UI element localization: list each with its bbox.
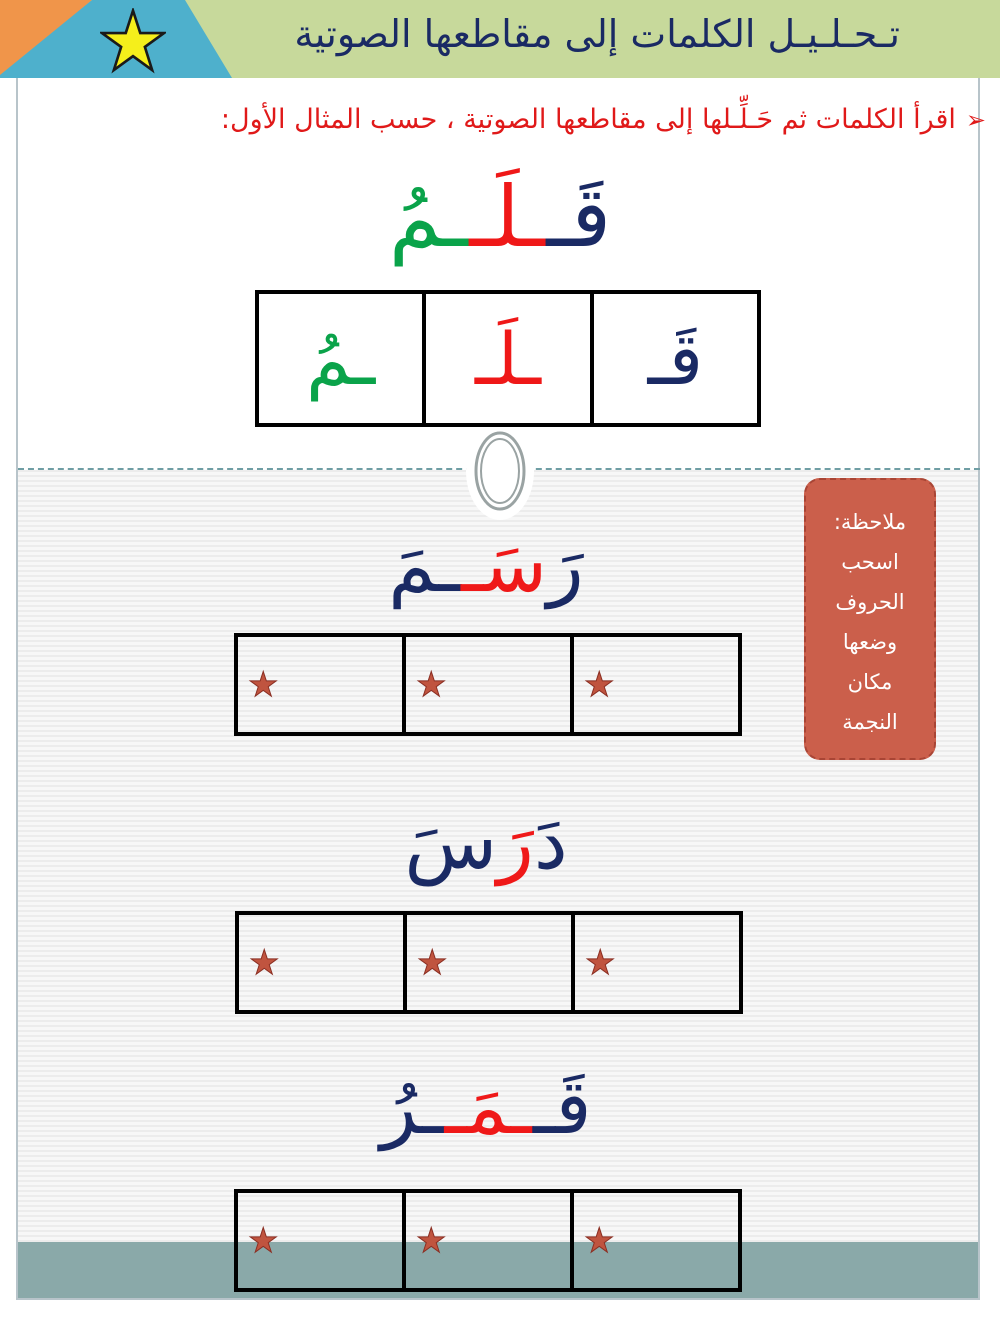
note-line: الحروف (835, 590, 905, 614)
example-syllable-cell (590, 294, 757, 423)
word-part: دَ (533, 797, 568, 886)
exercise-word-2 (236, 797, 736, 886)
drop-slot[interactable] (239, 915, 403, 1010)
syllable-grid-3 (234, 1189, 742, 1292)
word-part: سَـ (461, 520, 548, 609)
star-icon (100, 8, 166, 74)
note-box (804, 478, 936, 760)
arrow-bullet-icon: ➢ (965, 106, 986, 134)
example-syllable-1: قَـ (647, 316, 704, 401)
word-part: ـرُ (380, 1062, 445, 1151)
example-word-part-3: ـمُ (388, 168, 470, 266)
example-word-part-1: قَـ (546, 168, 612, 266)
word-part: ـمَ (388, 520, 462, 609)
word-part: رَ (547, 520, 584, 609)
example-word-part-2: ـلَـ (469, 168, 547, 266)
note-line: النجمة (842, 710, 898, 734)
drop-slot[interactable] (571, 915, 739, 1010)
page-title: تـحـلـيـل الكلمات إلى مقاطعها الصوتية (294, 12, 900, 56)
drop-slot[interactable] (570, 1193, 738, 1288)
star-placeholder-icon: ★ (248, 664, 279, 705)
note-line: مكان (847, 670, 893, 694)
note-line: وضعها (842, 630, 898, 654)
syllable-grid-2 (235, 911, 743, 1014)
instruction-text: اقرأ الكلمات ثم حَـلِّـلها إلى مقاطعها الصوتية ، حسب المثال الأول: (220, 104, 956, 135)
drop-slot[interactable] (402, 1193, 570, 1288)
example-syllable-3: ـمُ (306, 316, 376, 401)
star-placeholder-icon: ★ (585, 942, 616, 983)
ring-icon (472, 428, 528, 514)
instruction (221, 104, 986, 135)
word-part: ـمَـ (444, 1062, 534, 1151)
star-placeholder-icon: ★ (248, 1220, 279, 1261)
star-placeholder-icon: ★ (417, 942, 448, 983)
example-word (250, 168, 750, 266)
drop-slot[interactable] (570, 637, 738, 732)
drop-slot[interactable] (402, 637, 570, 732)
example-syllable-grid (255, 290, 761, 427)
exercise-word-1 (236, 520, 736, 609)
example-syllable-cell (422, 294, 589, 423)
word-part: رَ (497, 797, 534, 886)
word-part: قَـ (533, 1062, 592, 1151)
drop-slot[interactable] (403, 915, 571, 1010)
exercise-word-3 (236, 1062, 736, 1151)
note-line: اسحب (841, 550, 899, 574)
syllable-grid-1 (234, 633, 742, 736)
star-placeholder-icon: ★ (416, 664, 447, 705)
example-syllable-cell (259, 294, 422, 423)
word-part: سَ (404, 797, 498, 886)
note-line: ملاحظة: (833, 510, 907, 534)
star-placeholder-icon: ★ (416, 1220, 447, 1261)
drop-slot[interactable] (238, 1193, 402, 1288)
star-placeholder-icon: ★ (584, 1220, 615, 1261)
star-placeholder-icon: ★ (584, 664, 615, 705)
example-syllable-2: ـلَـ (475, 316, 542, 401)
drop-slot[interactable] (238, 637, 402, 732)
star-placeholder-icon: ★ (249, 942, 280, 983)
